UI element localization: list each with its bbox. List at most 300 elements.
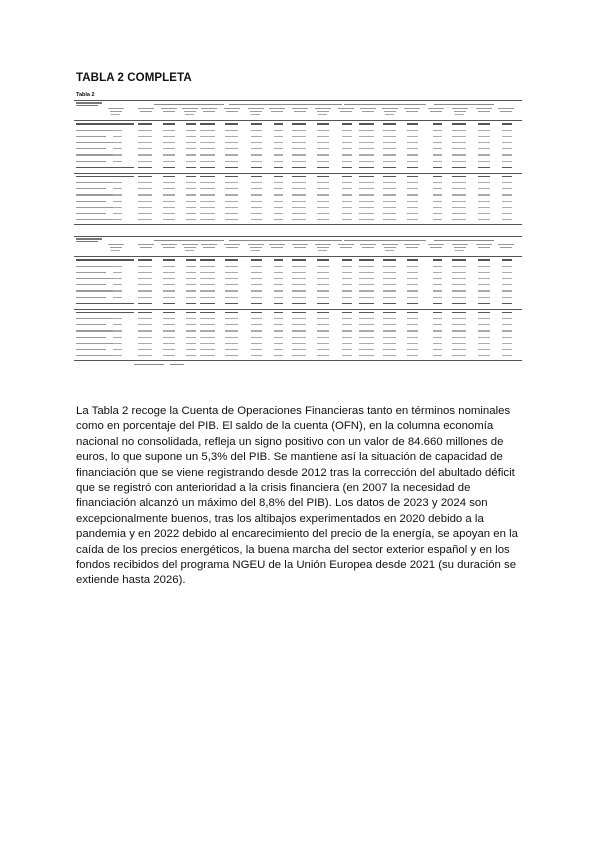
illegible-text-mark (433, 343, 442, 344)
illegible-text-mark (383, 154, 396, 155)
illegible-text-mark (138, 161, 152, 162)
illegible-text-mark (317, 349, 329, 350)
illegible-text-mark (163, 318, 175, 319)
illegible-text-mark (317, 266, 329, 267)
illegible-text-mark (452, 303, 466, 305)
illegible-text-mark (226, 111, 238, 112)
illegible-text-mark (404, 244, 420, 245)
illegible-text-mark (225, 312, 238, 314)
illegible-text-mark (225, 330, 238, 331)
illegible-text-mark (225, 318, 238, 319)
illegible-text-mark (318, 250, 327, 251)
illegible-text-mark (407, 176, 418, 178)
illegible-text-mark (225, 194, 238, 195)
table-rule (74, 173, 522, 174)
illegible-text-mark (383, 188, 396, 189)
illegible-text-mark (274, 324, 283, 325)
illegible-text-mark (317, 201, 329, 202)
illegible-text-mark (452, 136, 466, 137)
illegible-text-mark (433, 176, 442, 178)
illegible-text-mark (163, 219, 175, 220)
illegible-text-mark (478, 272, 490, 273)
illegible-text-mark (138, 312, 152, 314)
illegible-text-mark (138, 194, 152, 195)
illegible-text-mark (478, 154, 490, 155)
illegible-text-mark (407, 142, 418, 143)
illegible-text-mark (163, 259, 175, 261)
illegible-text-mark (433, 355, 442, 356)
illegible-text-mark (359, 272, 374, 273)
illegible-text-mark (163, 278, 175, 279)
illegible-text-mark (452, 123, 466, 125)
illegible-text-mark (430, 111, 442, 112)
illegible-text-mark (385, 114, 394, 115)
illegible-text-mark (342, 318, 352, 319)
illegible-text-mark (138, 355, 152, 356)
illegible-text-mark (502, 324, 512, 325)
illegible-text-mark (317, 330, 329, 331)
illegible-text-mark (362, 111, 374, 112)
illegible-text-mark (433, 324, 442, 325)
illegible-text-mark (225, 278, 238, 279)
illegible-text-mark (200, 318, 215, 319)
illegible-text-mark (406, 247, 418, 248)
illegible-text-mark (342, 278, 352, 279)
illegible-text-mark (113, 349, 122, 350)
illegible-text-mark (478, 247, 490, 248)
illegible-text-mark (359, 330, 374, 331)
illegible-text-mark (454, 247, 466, 248)
illegible-text-mark (186, 148, 196, 149)
illegible-text-mark (407, 130, 418, 131)
illegible-text-mark (502, 284, 512, 285)
illegible-text-mark (452, 337, 466, 338)
illegible-text-mark (292, 290, 306, 291)
illegible-text-mark (226, 247, 238, 248)
illegible-text-mark (502, 188, 512, 189)
illegible-text-mark (161, 108, 177, 109)
illegible-text-mark (163, 324, 175, 325)
illegible-text-mark (76, 148, 106, 149)
illegible-text-mark (317, 303, 329, 305)
illegible-text-mark (111, 250, 120, 251)
illegible-text-mark (225, 188, 238, 189)
illegible-text-mark (251, 284, 262, 285)
illegible-text-mark (502, 154, 512, 155)
illegible-text-mark (452, 161, 466, 162)
illegible-text-mark (186, 142, 196, 143)
illegible-text-mark (138, 324, 152, 325)
illegible-text-mark (182, 244, 198, 245)
illegible-text-mark (274, 297, 283, 298)
illegible-text-mark (163, 194, 175, 195)
illegible-text-mark (384, 247, 396, 248)
illegible-text-mark (452, 278, 466, 279)
illegible-text-mark (138, 343, 152, 344)
illegible-text-mark (407, 318, 418, 319)
illegible-text-mark (502, 161, 512, 162)
illegible-text-mark (111, 114, 120, 115)
illegible-text-mark (200, 194, 215, 195)
illegible-text-mark (318, 114, 327, 115)
illegible-text-mark (225, 303, 238, 305)
illegible-text-mark (317, 247, 329, 248)
illegible-text-mark (274, 278, 283, 279)
illegible-text-mark (452, 324, 466, 325)
illegible-text-mark (452, 244, 468, 245)
illegible-text-mark (317, 278, 329, 279)
illegible-text-mark (225, 337, 238, 338)
illegible-text-mark (138, 188, 152, 189)
illegible-text-mark (110, 111, 122, 112)
illegible-text-mark (251, 219, 262, 220)
illegible-text-mark (225, 136, 238, 137)
illegible-text-mark (359, 343, 374, 344)
illegible-text-mark (163, 161, 175, 162)
illegible-text-mark (292, 130, 306, 131)
illegible-text-mark (383, 176, 396, 178)
illegible-text-mark (478, 182, 490, 183)
illegible-text-mark (292, 278, 306, 279)
illegible-text-mark (407, 213, 418, 214)
illegible-text-mark (498, 108, 514, 109)
illegible-text-mark (502, 176, 512, 178)
illegible-text-mark (113, 284, 122, 285)
illegible-text-mark (407, 312, 418, 314)
illegible-text-mark (225, 123, 238, 125)
illegible-text-mark (317, 194, 329, 195)
illegible-text-mark (342, 194, 352, 195)
illegible-text-mark (317, 136, 329, 137)
illegible-text-mark (274, 272, 283, 273)
illegible-text-mark (317, 123, 329, 125)
illegible-text-mark (478, 176, 490, 178)
illegible-text-mark (359, 266, 374, 267)
illegible-text-mark (359, 297, 374, 298)
illegible-text-mark (225, 161, 238, 162)
illegible-text-mark (76, 136, 106, 137)
illegible-text-mark (359, 324, 374, 325)
illegible-text-mark (274, 123, 283, 125)
illegible-text-mark (138, 219, 152, 220)
illegible-text-mark (382, 108, 398, 109)
illegible-text-mark (186, 176, 196, 178)
illegible-text-mark (502, 142, 512, 143)
illegible-text-mark (138, 130, 152, 131)
illegible-text-mark (251, 303, 262, 305)
illegible-text-mark (248, 244, 264, 245)
illegible-text-mark (113, 207, 122, 208)
illegible-text-mark (317, 161, 329, 162)
illegible-text-mark (251, 154, 262, 155)
illegible-text-mark (478, 318, 490, 319)
illegible-text-mark (478, 349, 490, 350)
illegible-text-mark (383, 259, 396, 261)
illegible-text-mark (163, 349, 175, 350)
illegible-text-mark (385, 250, 394, 251)
illegible-text-mark (154, 240, 224, 241)
illegible-text-mark (225, 201, 238, 202)
illegible-text-mark (383, 272, 396, 273)
illegible-text-mark (502, 130, 512, 131)
illegible-text-mark (502, 201, 512, 202)
illegible-text-mark (502, 297, 512, 298)
illegible-text-mark (138, 278, 152, 279)
illegible-text-mark (502, 182, 512, 183)
illegible-text-mark (502, 355, 512, 356)
illegible-text-mark (163, 303, 175, 305)
illegible-text-mark (433, 201, 442, 202)
illegible-text-mark (383, 355, 396, 356)
illegible-text-mark (250, 111, 262, 112)
illegible-text-mark (428, 244, 444, 245)
illegible-text-mark (113, 148, 122, 149)
illegible-text-mark (407, 207, 418, 208)
illegible-text-mark (502, 272, 512, 273)
illegible-text-mark (407, 161, 418, 162)
illegible-text-mark (163, 207, 175, 208)
illegible-text-mark (342, 207, 352, 208)
illegible-text-mark (163, 111, 175, 112)
illegible-text-mark (163, 284, 175, 285)
illegible-text-mark (163, 297, 175, 298)
illegible-text-mark (433, 142, 442, 143)
illegible-text-mark (225, 176, 238, 178)
illegible-text-mark (478, 266, 490, 267)
illegible-text-mark (251, 213, 262, 214)
illegible-text-mark (186, 284, 196, 285)
illegible-text-mark (359, 349, 374, 350)
illegible-text-mark (186, 324, 196, 325)
illegible-text-mark (163, 290, 175, 291)
illegible-text-mark (251, 297, 262, 298)
illegible-text-mark (342, 213, 352, 214)
illegible-text-mark (292, 148, 306, 149)
illegible-text-mark (138, 167, 152, 169)
illegible-text-mark (404, 108, 420, 109)
illegible-text-mark (433, 266, 442, 267)
illegible-text-mark (186, 182, 196, 183)
illegible-text-mark (478, 148, 490, 149)
illegible-text-mark (186, 278, 196, 279)
illegible-text-mark (292, 303, 306, 305)
illegible-text-mark (433, 136, 442, 137)
illegible-text-mark (317, 290, 329, 291)
illegible-text-mark (433, 148, 442, 149)
illegible-text-mark (274, 219, 283, 220)
illegible-text-mark (225, 272, 238, 273)
illegible-text-mark (186, 188, 196, 189)
table-rule (74, 256, 522, 257)
illegible-text-mark (76, 201, 106, 202)
illegible-text-mark (433, 259, 442, 261)
illegible-text-mark (186, 349, 196, 350)
illegible-text-mark (433, 278, 442, 279)
illegible-text-mark (478, 219, 490, 220)
illegible-text-mark (225, 284, 238, 285)
illegible-text-mark (502, 213, 512, 214)
illegible-text-mark (271, 247, 283, 248)
illegible-text-mark (186, 297, 196, 298)
illegible-text-mark (292, 349, 306, 350)
illegible-text-mark (359, 188, 374, 189)
illegible-text-mark (274, 284, 283, 285)
illegible-text-mark (317, 312, 329, 314)
illegible-text-mark (433, 312, 442, 314)
illegible-text-mark (200, 167, 215, 169)
illegible-text-mark (292, 244, 308, 245)
illegible-text-mark (452, 167, 466, 169)
illegible-text-mark (383, 148, 396, 149)
illegible-text-mark (502, 312, 512, 314)
illegible-text-mark (359, 259, 374, 261)
illegible-text-mark (502, 318, 512, 319)
illegible-text-mark (478, 207, 490, 208)
illegible-text-mark (478, 111, 490, 112)
illegible-text-mark (478, 290, 490, 291)
illegible-text-mark (433, 130, 442, 131)
illegible-text-mark (383, 312, 396, 314)
illegible-text-mark (250, 247, 262, 248)
illegible-text-mark (478, 123, 490, 125)
illegible-text-mark (274, 290, 283, 291)
illegible-text-mark (452, 266, 466, 267)
illegible-text-mark (186, 123, 196, 125)
illegible-text-mark (269, 244, 285, 245)
illegible-text-mark (251, 123, 262, 125)
illegible-text-mark (452, 148, 466, 149)
illegible-text-mark (342, 297, 352, 298)
illegible-text-mark (407, 272, 418, 273)
illegible-text-mark (292, 219, 306, 220)
illegible-text-mark (251, 207, 262, 208)
illegible-text-mark (138, 123, 152, 125)
table-rule (74, 120, 522, 121)
illegible-text-mark (186, 136, 196, 137)
illegible-text-mark (478, 303, 490, 305)
illegible-text-mark (274, 303, 283, 305)
illegible-text-mark (200, 148, 215, 149)
illegible-text-mark (433, 272, 442, 273)
illegible-text-mark (407, 136, 418, 137)
illegible-text-mark (113, 330, 122, 331)
illegible-text-mark (292, 167, 306, 169)
illegible-text-mark (407, 284, 418, 285)
illegible-text-mark (225, 349, 238, 350)
illegible-text-mark (225, 130, 238, 131)
illegible-text-mark (342, 148, 352, 149)
illegible-text-mark (452, 188, 466, 189)
illegible-text-mark (251, 148, 262, 149)
illegible-text-mark (113, 297, 122, 298)
illegible-text-mark (225, 207, 238, 208)
illegible-text-mark (292, 318, 306, 319)
illegible-text-mark (113, 355, 122, 356)
illegible-text-mark (154, 104, 224, 105)
illegible-text-mark (251, 250, 260, 251)
illegible-text-mark (251, 259, 262, 261)
illegible-text-mark (138, 337, 152, 338)
illegible-text-mark (452, 194, 466, 195)
illegible-text-mark (186, 337, 196, 338)
illegible-text-mark (383, 136, 396, 137)
illegible-text-mark (340, 247, 352, 248)
illegible-text-mark (225, 259, 238, 261)
illegible-text-mark (225, 182, 238, 183)
illegible-text-mark (359, 284, 374, 285)
illegible-text-mark (342, 266, 352, 267)
illegible-text-mark (317, 284, 329, 285)
illegible-text-mark (478, 284, 490, 285)
illegible-text-mark (163, 266, 175, 267)
illegible-text-mark (359, 355, 374, 356)
illegible-text-mark (452, 176, 466, 178)
illegible-text-mark (182, 108, 198, 109)
illegible-text-mark (452, 343, 466, 344)
illegible-text-mark (200, 355, 215, 356)
illegible-text-mark (359, 207, 374, 208)
illegible-text-mark (186, 161, 196, 162)
illegible-text-mark (476, 108, 492, 109)
illegible-text-mark (317, 355, 329, 356)
illegible-text-mark (317, 188, 329, 189)
illegible-text-mark (224, 108, 240, 109)
illegible-text-mark (317, 318, 329, 319)
illegible-text-mark (452, 284, 466, 285)
illegible-text-mark (342, 290, 352, 291)
illegible-text-mark (76, 297, 106, 298)
illegible-text-mark (200, 188, 215, 189)
illegible-text-mark (342, 201, 352, 202)
illegible-text-mark (201, 108, 217, 109)
illegible-text-mark (292, 330, 306, 331)
illegible-text-mark (76, 167, 134, 169)
illegible-text-mark (502, 337, 512, 338)
illegible-text-mark (138, 297, 152, 298)
illegible-text-mark (360, 108, 376, 109)
table-image (74, 92, 522, 389)
illegible-text-mark (478, 297, 490, 298)
illegible-text-mark (113, 182, 122, 183)
illegible-text-mark (251, 324, 262, 325)
illegible-text-mark (342, 136, 352, 137)
illegible-text-mark (185, 114, 194, 115)
illegible-text-mark (452, 182, 466, 183)
illegible-text-mark (342, 142, 352, 143)
illegible-text-mark (292, 188, 306, 189)
illegible-text-mark (317, 148, 329, 149)
illegible-text-mark (138, 148, 152, 149)
illegible-text-mark (292, 194, 306, 195)
illegible-text-mark (359, 213, 374, 214)
illegible-text-mark (292, 337, 306, 338)
illegible-text-mark (225, 142, 238, 143)
illegible-text-mark (76, 102, 102, 104)
illegible-text-mark (225, 290, 238, 291)
illegible-text-mark (434, 240, 494, 241)
illegible-text-mark (274, 176, 283, 178)
illegible-text-mark (478, 194, 490, 195)
illegible-text-mark (317, 167, 329, 169)
illegible-text-mark (317, 324, 329, 325)
illegible-text-mark (383, 123, 396, 125)
illegible-text-mark (383, 207, 396, 208)
illegible-text-mark (113, 167, 122, 169)
illegible-text-mark (200, 303, 215, 305)
illegible-text-mark (502, 148, 512, 149)
illegible-text-mark (138, 207, 152, 208)
illegible-text-mark (76, 123, 134, 125)
